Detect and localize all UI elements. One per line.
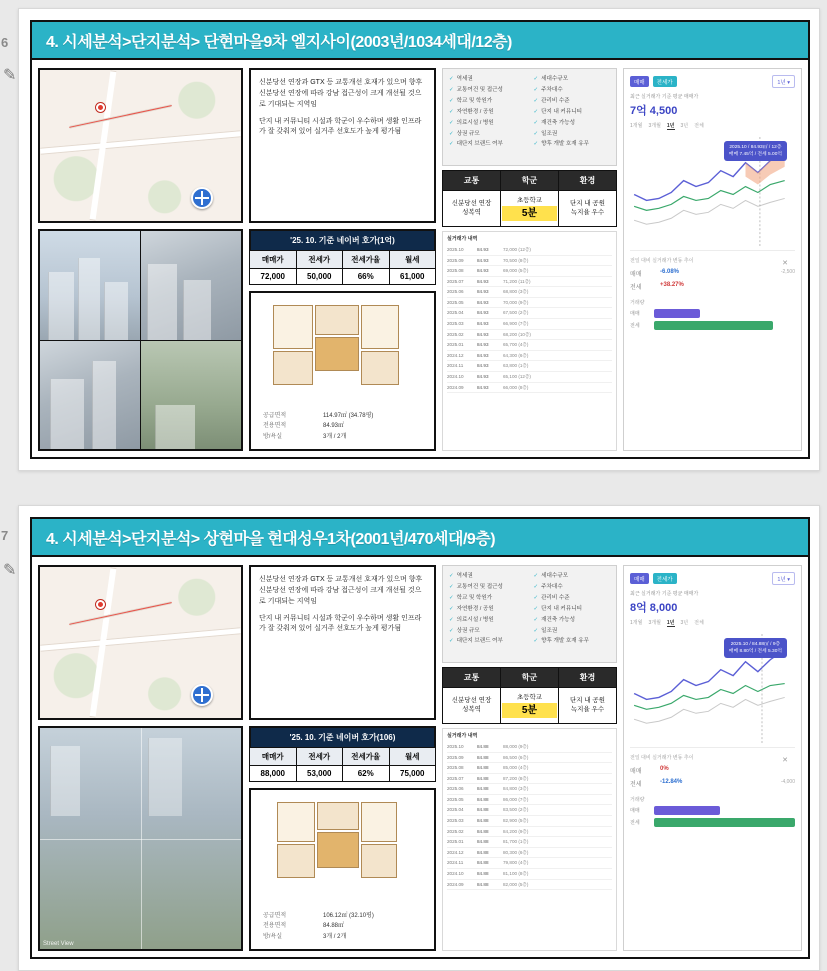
list-item: 2025.10 84.93 72,000 (12층) bbox=[447, 245, 612, 256]
score-cell-bottom: 성복역 bbox=[462, 706, 481, 714]
price-value: 72,000 bbox=[250, 269, 297, 285]
checklist-item: ✓ 주차대수 bbox=[534, 85, 611, 96]
price-value: 50,000 bbox=[296, 269, 343, 285]
price-value: 66% bbox=[343, 269, 390, 285]
price-col-header: 전세가율 bbox=[343, 748, 390, 766]
checklist-item: ✓ 관리비 수준 bbox=[534, 593, 611, 604]
bar-sale bbox=[654, 806, 720, 815]
meta-value: 3개 / 2개 bbox=[323, 434, 347, 441]
checklist-item: ✓ 재건축 가능성 bbox=[534, 615, 611, 626]
checklist-item: ✓ 역세권 bbox=[449, 571, 526, 582]
chart-toolbar bbox=[630, 75, 795, 88]
stat-value: -12.84% bbox=[660, 779, 683, 785]
close-icon[interactable]: ✕ bbox=[782, 757, 788, 764]
list-item: 2025.08 84.88 85,000 (4층) bbox=[447, 763, 612, 774]
price-value: 62% bbox=[343, 766, 390, 782]
checklist-item: ✓ 학교 및 학원가 bbox=[449, 593, 526, 604]
page-title: 4. 시세분석>단지분석> 단현마을9차 엘지사이(2003년/1034세대/12층) bbox=[46, 33, 512, 51]
chart-tag-jeonse[interactable]: 전세가 bbox=[653, 76, 677, 87]
checklist-item: ✓ 세대수규모 bbox=[534, 74, 611, 85]
list-item: 2025.10 84.88 88,000 (9층) bbox=[447, 742, 612, 753]
middle-column bbox=[249, 68, 436, 451]
score-col-header: 교통 bbox=[443, 171, 501, 191]
tab-1y[interactable]: 1년 bbox=[666, 123, 675, 129]
price-value: 88,000 bbox=[250, 766, 297, 782]
cursor-pointer-icon: ✎ bbox=[3, 562, 17, 579]
checklist-item: ✓ 단지 내 커뮤니티 bbox=[534, 107, 611, 118]
memo-paragraph-1: 신분당선 연장과 GTX 등 교통개선 호재가 있으며 향후 신분당선 연장에 따라 강남 접근성이 크게 개선될 것으로 기대되는 지역임 bbox=[259, 576, 423, 605]
list-item: 2025.08 84.93 69,000 (5층) bbox=[447, 266, 612, 277]
score-cell-highlight: 5분 bbox=[502, 703, 557, 718]
floor-plan-drawing bbox=[267, 299, 418, 395]
score-cell-top: 신분당선 연장 bbox=[451, 696, 492, 704]
price-table bbox=[249, 747, 436, 782]
checklist-item: ✓ 교통여건 및 접근성 bbox=[449, 85, 526, 96]
price-col-header: 월세 bbox=[389, 251, 436, 269]
memo-paragraph-1: 신분당선 연장과 GTX 등 교통개선 호재가 있으며 향후 신분당선 연장에 따라 강남 접근성이 크게 개선될 것으로 기대되는 지역임 bbox=[259, 79, 423, 108]
price-trend-chart[interactable] bbox=[630, 630, 795, 748]
checklist-item: ✓ 상권 규모 bbox=[449, 129, 526, 140]
price-value: 53,000 bbox=[296, 766, 343, 782]
tab-1m[interactable]: 1개월 bbox=[630, 620, 643, 626]
list-item: 2025.01 84.93 65,700 (4층) bbox=[447, 340, 612, 351]
stat-label: 전세 bbox=[630, 285, 642, 291]
series-average bbox=[634, 198, 785, 224]
left-column bbox=[38, 565, 243, 951]
price-col-header: 월세 bbox=[389, 748, 436, 766]
stat-secondary: -4,000 bbox=[780, 779, 795, 785]
price-table-header: '25. 10. 기준 네이버 호가(1억) bbox=[249, 229, 436, 250]
slide-body bbox=[32, 62, 808, 457]
analysis-memo bbox=[249, 565, 436, 720]
meta-value: 84.93㎡ bbox=[323, 423, 345, 430]
checklist-column bbox=[442, 565, 617, 951]
checklist-panel bbox=[442, 68, 617, 166]
chart-subtitle: 최근 실거래가 기준 평균 매매가 bbox=[630, 591, 699, 597]
volume-bars bbox=[630, 796, 795, 827]
bar-row bbox=[630, 818, 795, 827]
middle-column bbox=[249, 565, 436, 951]
score-cell-top: 단지 내 공원 bbox=[569, 199, 605, 207]
bar-jeonse bbox=[654, 321, 773, 330]
bar-label: 전세 bbox=[630, 820, 640, 826]
checklist-item: ✓ 관리비 수준 bbox=[534, 96, 611, 107]
stat-value: -6.08% bbox=[660, 269, 680, 275]
meta-value: 106.12㎡ (32.10평) bbox=[323, 912, 374, 919]
meta-value: 3개 / 2개 bbox=[323, 934, 347, 941]
slide-frame bbox=[30, 517, 810, 959]
property-photo bbox=[141, 231, 241, 340]
bar-label: 전세 bbox=[630, 323, 640, 329]
checklist-panel bbox=[442, 565, 617, 663]
meta-value: 114.97㎡ (34.78평) bbox=[323, 412, 374, 419]
close-icon[interactable]: ✕ bbox=[782, 260, 788, 267]
tooltip-line-1: 2025.10 / 84.93㎡ / 12층 bbox=[729, 145, 782, 150]
score-cell bbox=[559, 688, 617, 724]
price-col-header: 매매가 bbox=[250, 748, 297, 766]
list-item: 2025.02 84.88 84,200 (9층) bbox=[447, 827, 612, 838]
list-item: 2025.05 84.93 70,000 (9층) bbox=[447, 298, 612, 309]
left-column bbox=[38, 68, 243, 451]
memo-paragraph-2: 단지 내 커뮤니티 시설과 학군이 우수하며 생활 인프라가 잘 갖춰져 있어 실거주 선호도가 높게 평가됨 bbox=[259, 117, 422, 136]
score-cell bbox=[501, 191, 559, 227]
slide-title-bar bbox=[32, 519, 808, 557]
checklist-item: ✓ 역세권 bbox=[449, 74, 526, 85]
stat-row bbox=[630, 764, 795, 777]
price-table bbox=[249, 250, 436, 285]
cursor-pointer-icon: ✎ bbox=[3, 67, 17, 84]
slide-body bbox=[32, 559, 808, 957]
checklist-item: ✓ 의료시설 / 병원 bbox=[449, 118, 526, 129]
chart-average-price: 7억 4,500 bbox=[630, 105, 678, 117]
analysis-memo bbox=[249, 68, 436, 223]
checklist-item: ✓ 일조권 bbox=[534, 129, 611, 140]
property-photo bbox=[40, 231, 140, 340]
bar-label: 매매 bbox=[630, 808, 640, 814]
volume-title: 거래량 bbox=[630, 300, 645, 306]
list-item: 2024.12 84.88 80,300 (6층) bbox=[447, 848, 612, 859]
chart-period-tabs[interactable] bbox=[630, 619, 795, 627]
tab-3y[interactable]: 3년 bbox=[680, 620, 689, 626]
slide-number: 7 bbox=[1, 528, 9, 543]
list-item: 2025.06 84.88 84,800 (3층) bbox=[447, 784, 612, 795]
chart-average-price: 8억 8,000 bbox=[630, 602, 678, 614]
floor-plan-meta bbox=[263, 911, 422, 943]
price-col-header: 전세가율 bbox=[343, 251, 390, 269]
checklist-item: ✓ 교통여건 및 접근성 bbox=[449, 582, 526, 593]
stat-row bbox=[630, 280, 795, 293]
stat-row bbox=[630, 267, 795, 280]
score-cell-top: 단지 내 공원 bbox=[569, 696, 605, 704]
checklist-item: ✓ 의료시설 / 병원 bbox=[449, 615, 526, 626]
property-photo-single[interactable] bbox=[38, 726, 243, 951]
list-item: 2024.11 84.93 63,800 (1층) bbox=[447, 361, 612, 372]
floor-plan[interactable] bbox=[249, 788, 436, 951]
tooltip-line-2: 매매 8.80억 / 전세 5.30억 bbox=[728, 649, 782, 655]
bar-row bbox=[630, 321, 795, 330]
stat-label: 전세 bbox=[630, 782, 642, 788]
score-cell-bottom: 녹지율 우수 bbox=[570, 209, 605, 217]
meta-key: 방/욕실 bbox=[263, 434, 283, 441]
list-item: 2024.11 84.88 79,800 (4층) bbox=[447, 858, 612, 869]
checklist-item: ✓ 일조권 bbox=[534, 626, 611, 637]
checklist-item: ✓ 향후 개발 호재 유무 bbox=[534, 139, 611, 150]
bar-row bbox=[630, 806, 795, 815]
score-cell bbox=[443, 688, 501, 724]
stat-label: 매매 bbox=[630, 272, 642, 278]
bar-row bbox=[630, 309, 795, 318]
floor-plan-meta bbox=[263, 411, 422, 443]
tooltip-line-2: 매매 7.45억 / 전세 5.00억 bbox=[728, 152, 782, 158]
list-item: 2025.04 84.88 83,500 (2층) bbox=[447, 805, 612, 816]
list-item: 2025.02 84.93 68,200 (10층) bbox=[447, 330, 612, 341]
checklist-item: ✓ 재건축 가능성 bbox=[534, 118, 611, 129]
chart-tag-sale[interactable]: 매매 bbox=[630, 76, 649, 87]
list-item: 2025.05 84.88 86,000 (7층) bbox=[447, 795, 612, 806]
score-col-header: 환경 bbox=[559, 171, 617, 191]
price-col-header: 전세가 bbox=[296, 748, 343, 766]
floor-plan[interactable] bbox=[249, 291, 436, 451]
tooltip-line-1: 2025.10 / 84.88㎡ / 9층 bbox=[730, 642, 781, 647]
memo-paragraph-2: 단지 내 커뮤니티 시설과 학군이 우수하며 생활 인프라가 잘 갖춰져 있어 실거주 선호도가 높게 평가됨 bbox=[259, 614, 422, 633]
meta-key: 전용면적 bbox=[263, 423, 287, 430]
chart-period-tabs[interactable] bbox=[630, 122, 795, 130]
transaction-list[interactable] bbox=[442, 728, 617, 951]
volume-title: 거래량 bbox=[630, 797, 645, 803]
tab-3m[interactable]: 3개월 bbox=[648, 620, 661, 626]
slide-title-bar bbox=[32, 22, 808, 60]
price-value: 75,000 bbox=[389, 766, 436, 782]
checklist-item: ✓ 주차대수 bbox=[534, 582, 611, 593]
score-table bbox=[442, 667, 617, 724]
chart-tag-jeonse[interactable]: 전세가 bbox=[653, 573, 677, 584]
slide-frame bbox=[30, 20, 810, 459]
variation-section-title: 전일 대비 실거래가 변동 추이 bbox=[630, 755, 694, 761]
property-photo bbox=[40, 341, 140, 450]
stat-value: 0% bbox=[660, 766, 669, 772]
score-cell bbox=[443, 191, 501, 227]
property-photo bbox=[141, 341, 241, 450]
price-section bbox=[249, 229, 436, 285]
list-item: 2025.03 84.88 82,900 (5층) bbox=[447, 816, 612, 827]
score-col-header: 환경 bbox=[559, 668, 617, 688]
score-table bbox=[442, 170, 617, 227]
transaction-list[interactable] bbox=[442, 231, 617, 451]
checklist-item: ✓ 향후 개발 호재 유무 bbox=[534, 636, 611, 647]
bar-label: 매매 bbox=[630, 311, 640, 317]
score-cell-top: 신분당선 연장 bbox=[451, 199, 492, 207]
chart-panel[interactable] bbox=[623, 565, 802, 951]
checklist-column bbox=[442, 68, 617, 451]
checklist-item: ✓ 상권 규모 bbox=[449, 626, 526, 637]
map-center-marker-icon[interactable] bbox=[191, 187, 213, 209]
transaction-list-title: 실거래가 내역 bbox=[447, 732, 478, 739]
location-map[interactable] bbox=[38, 68, 243, 223]
score-cell-bottom: 녹지율 우수 bbox=[570, 706, 605, 714]
score-col-header: 교통 bbox=[443, 668, 501, 688]
list-item: 2024.09 84.93 66,000 (8층) bbox=[447, 383, 612, 394]
list-item: 2024.10 84.88 81,100 (8층) bbox=[447, 869, 612, 880]
chart-period-filter[interactable]: 1년 ▾ bbox=[772, 572, 795, 585]
list-item: 2025.07 84.93 71,200 (11층) bbox=[447, 277, 612, 288]
variation-section-title: 전일 대비 실거래가 변동 추이 bbox=[630, 258, 694, 264]
floor-plan-drawing bbox=[267, 796, 418, 892]
location-map[interactable] bbox=[38, 565, 243, 720]
score-col-header: 학군 bbox=[501, 171, 559, 191]
checklist-item: ✓ 대단지 브랜드 여부 bbox=[449, 636, 526, 647]
chart-tooltip bbox=[724, 638, 787, 658]
list-item: 2024.09 84.88 82,000 (5층) bbox=[447, 880, 612, 891]
price-col-header: 매매가 bbox=[250, 251, 297, 269]
slide-7[interactable] bbox=[1, 505, 820, 971]
tab-all[interactable]: 전체 bbox=[694, 620, 704, 626]
series-jeonse bbox=[634, 181, 785, 211]
slide-6[interactable] bbox=[1, 8, 820, 471]
meta-value: 84.88㎡ bbox=[323, 923, 345, 930]
chart-panel[interactable] bbox=[623, 68, 802, 451]
tab-1y[interactable]: 1년 bbox=[666, 620, 675, 626]
stat-secondary: -2,500 bbox=[780, 269, 795, 275]
chart-period-filter[interactable]: 1년 ▾ bbox=[772, 75, 795, 88]
score-cell bbox=[559, 191, 617, 227]
chart-subtitle: 최근 실거래가 기준 평균 매매가 bbox=[630, 94, 699, 100]
stat-label: 매매 bbox=[630, 769, 642, 775]
tab-3m[interactable]: 3개월 bbox=[648, 123, 661, 129]
chart-tag-sale[interactable]: 매매 bbox=[630, 573, 649, 584]
score-cell-top: 초등학교 bbox=[516, 694, 543, 701]
list-item: 2025.06 84.93 68,800 (3층) bbox=[447, 287, 612, 298]
slide-number: 6 bbox=[1, 35, 9, 50]
score-cell-top: 초등학교 bbox=[516, 197, 543, 204]
score-cell-bottom: 성복역 bbox=[462, 209, 481, 217]
tab-3y[interactable]: 3년 bbox=[680, 123, 689, 129]
score-col-header: 학군 bbox=[501, 668, 559, 688]
list-item: 2025.03 84.93 66,900 (7층) bbox=[447, 319, 612, 330]
page-title: 4. 시세분석>단지분석> 상현마을 현대성우1차(2001년/470세대/9층) bbox=[46, 530, 496, 548]
property-photo-grid[interactable] bbox=[38, 229, 243, 451]
meta-key: 공급면적 bbox=[263, 912, 287, 919]
chart-toolbar bbox=[630, 572, 795, 585]
bar-jeonse bbox=[654, 818, 796, 827]
list-item: 2025.04 84.93 67,500 (2층) bbox=[447, 308, 612, 319]
checklist-item: ✓ 학교 및 학원가 bbox=[449, 96, 526, 107]
price-value: 61,000 bbox=[389, 269, 436, 285]
photo-caption: Street View bbox=[43, 941, 74, 947]
tab-all[interactable]: 전체 bbox=[694, 123, 704, 129]
transaction-list-title: 실거래가 내역 bbox=[447, 235, 478, 242]
list-item: 2024.12 84.93 64,300 (6층) bbox=[447, 351, 612, 362]
meta-key: 전용면적 bbox=[263, 923, 287, 930]
stat-row bbox=[630, 777, 795, 790]
price-trend-chart[interactable] bbox=[630, 133, 795, 251]
bar-sale bbox=[654, 309, 700, 318]
price-section bbox=[249, 726, 436, 782]
checklist-item: ✓ 자연환경 / 공원 bbox=[449, 604, 526, 615]
checklist-item: ✓ 세대수규모 bbox=[534, 571, 611, 582]
meta-key: 공급면적 bbox=[263, 412, 287, 419]
price-col-header: 전세가 bbox=[296, 251, 343, 269]
checklist-item: ✓ 단지 내 커뮤니티 bbox=[534, 604, 611, 615]
stat-value: +38.27% bbox=[660, 282, 684, 288]
chart-tooltip bbox=[724, 141, 787, 161]
checklist-item: ✓ 대단지 브랜드 여부 bbox=[449, 139, 526, 150]
list-item: 2025.01 84.88 81,700 (1층) bbox=[447, 837, 612, 848]
list-item: 2025.07 84.88 87,200 (8층) bbox=[447, 774, 612, 785]
tab-1m[interactable]: 1개월 bbox=[630, 123, 643, 129]
list-item: 2025.09 84.88 86,500 (6층) bbox=[447, 753, 612, 764]
map-center-marker-icon[interactable] bbox=[191, 684, 213, 706]
price-table-header: '25. 10. 기준 네이버 호가(106) bbox=[249, 726, 436, 747]
meta-key: 방/욕실 bbox=[263, 934, 283, 941]
score-cell-highlight: 5분 bbox=[502, 206, 557, 221]
list-item: 2025.09 84.93 70,500 (8층) bbox=[447, 256, 612, 267]
volume-bars bbox=[630, 299, 795, 330]
checklist-item: ✓ 자연환경 / 공원 bbox=[449, 107, 526, 118]
list-item: 2024.10 84.93 65,100 (12층) bbox=[447, 372, 612, 383]
score-cell bbox=[501, 688, 559, 724]
